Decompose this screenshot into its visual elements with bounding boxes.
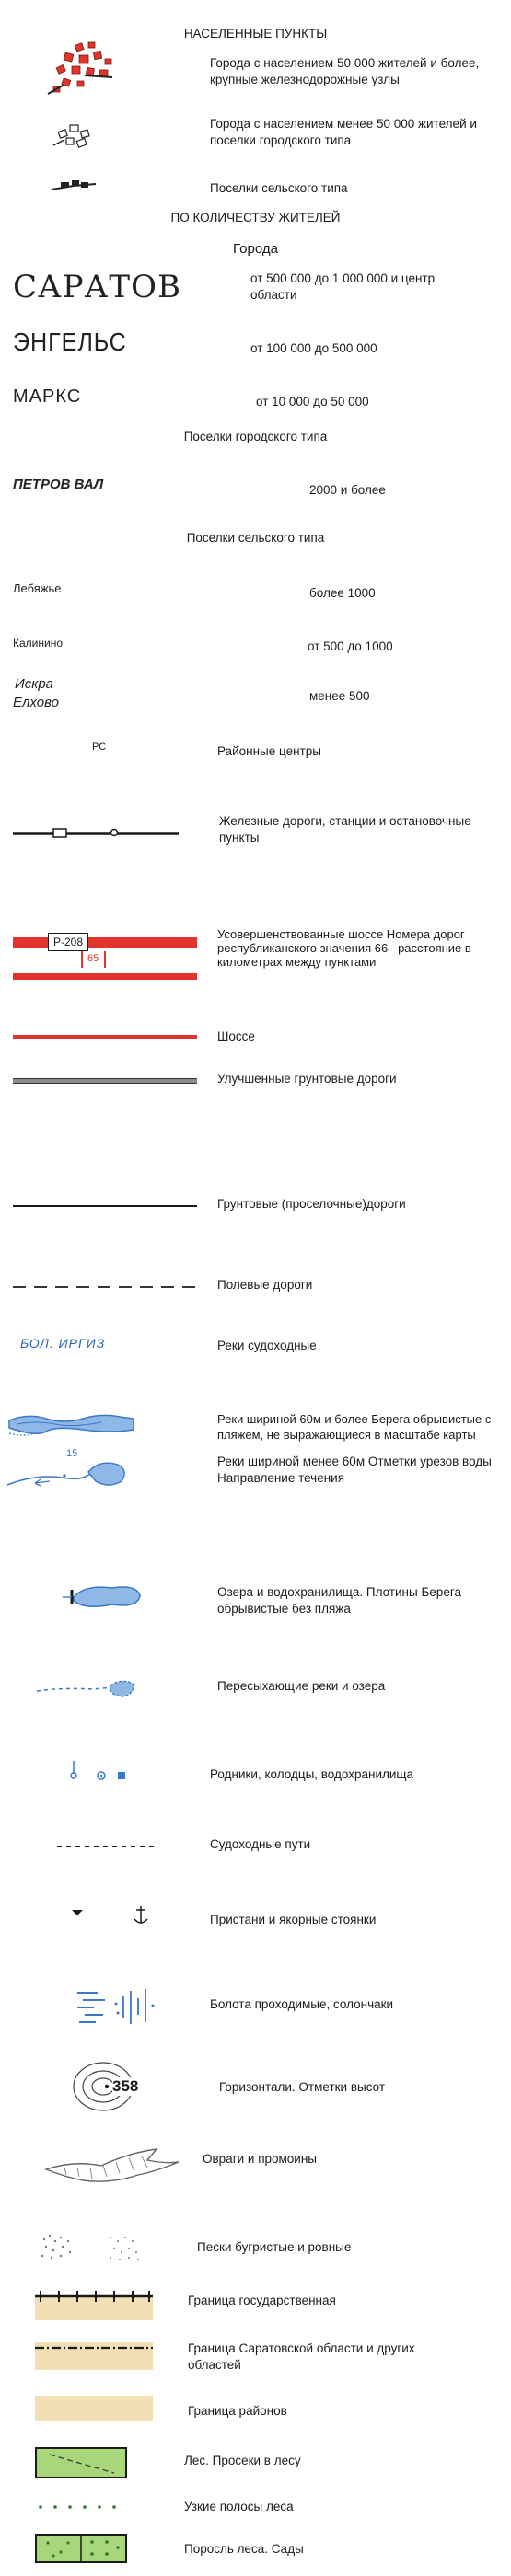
state-border-label: Граница государственная [188,2294,336,2307]
swamps-label: Болота проходимые, солончаки [210,1997,394,2011]
wide-rivers-label: Реки шириной 60м и более Берега обрывистые с пляжем, не выражающиеся в масштабе карты [217,1412,492,1442]
pier-anchor-icon [70,1903,162,1930]
section-title: НАСЕЛЕННЫЕ ПУНКТЫ [183,27,328,40]
railways-label: Железные дороги, станции и остановочные пункты [219,814,471,845]
improved-dirt-road-icon [13,1078,197,1084]
engels-sample: ЭНГЕЛЬС [13,328,127,356]
district-border-fill-icon [35,2396,153,2421]
forest-label: Лес. Просеки в лесу [184,2454,301,2467]
shrubs-gardens-icon [35,2534,127,2563]
lakes-label: Озера и водохранилища. Плотины Берега обрывистые без пляжа [217,1585,461,1616]
towns-heading: Поселки городского типа [183,430,328,443]
swamp-saltmarsh-icon [77,1987,169,2028]
km-distance: 65 [87,953,99,964]
river-name-sample: БОЛ. ИРГИЗ [20,1336,106,1351]
road-number-badge: Р-208 [48,933,88,951]
dirt-road-icon [13,1205,197,1207]
springs-icon [66,1757,140,1785]
railway-icon [13,824,179,843]
field-roads-label: Полевые дороги [217,1278,313,1292]
shipping-route-icon [57,1844,158,1849]
district-center-symbol: РС [92,742,107,753]
highway-icon [13,1035,197,1039]
improved-highways-label: Усовершенствованные шоссе Номера дорог республиканского значения 66– расстояние в километрах между пунктами [217,927,471,969]
elkhovo-sample: Елхово [13,695,59,710]
ravine-icon [46,2144,184,2190]
lake-icon [57,1579,149,1616]
big-cities-label: Города с населением 50 000 жителей и более, крупные железнодорожные узлы [210,56,480,86]
small-city-block-icon [53,118,109,155]
rural-label: Поселки сельского типа [210,181,348,195]
field-road-icon [13,1284,197,1290]
marks-desc: от 10 000 до 50 000 [256,395,369,408]
cities-heading: Города [233,241,278,257]
drying-rivers-label: Пересыхающие реки и озера [217,1679,386,1693]
improved-dirt-roads-label: Улучшенные грунтовые дороги [217,1072,397,1086]
rural-heading: Поселки сельского типа [186,531,325,545]
kalinino-sample: Калинино [13,637,63,650]
piers-label: Пристани и якорные стоянки [210,1913,377,1926]
wide-river-icon [9,1408,138,1441]
narrow-rivers-label: Реки шириной менее 60м Отметки урезов воды Направление течения [217,1455,492,1485]
lebyazhye-desc: более 1000 [309,586,376,600]
forest-icon [35,2447,127,2478]
iskra-desc: менее 500 [309,689,370,703]
dirt-roads-label: Грунтовые (проселочные)дороги [217,1197,406,1211]
oblast-border-label: Граница Саратовской области и других областей [188,2341,415,2372]
small-cities-label: Города с населением менее 50 000 жителей и поселки городского типа [210,117,477,147]
rural-settlement-icon [48,173,103,201]
big-city-block-icon [48,39,131,103]
forest-strips-label: Узкие полосы леса [184,2500,294,2513]
saratov-sample: САРАТОВ [13,269,181,305]
forest-strip-icon [35,2504,127,2510]
ravines-label: Овраги и промоины [203,2152,318,2166]
improved-highway-bottom-icon [13,973,197,980]
sands-icon [37,2230,157,2267]
petrov-val-sample: ПЕТРОВ ВАЛ [13,477,104,492]
engels-desc: от 100 000 до 500 000 [250,341,377,355]
oblast-border-icon [35,2344,153,2352]
shipping-routes-label: Судоходные пути [210,1837,311,1851]
contours-label: Горизонтали. Отметки высот [219,2080,386,2094]
narrow-river-icon [7,1457,136,1494]
state-border-icon [35,2291,153,2304]
springs-label: Родники, колодцы, водохранилища [210,1767,414,1781]
marks-sample: МАРКС [13,386,82,407]
drying-river-icon [37,1674,138,1702]
saratov-desc: от 500 000 до 1 000 000 и центр области [250,271,436,302]
height-mark: 358 [112,2077,139,2095]
water-level-mark: 15 [66,1448,78,1459]
kalinino-desc: от 500 до 1000 [308,639,393,653]
petrov-val-desc: 2000 и более [309,483,386,497]
lebyazhye-sample: Лебяжье [13,581,62,595]
highways-label: Шоссе [217,1029,255,1043]
navigable-rivers-label: Реки судоходные [217,1339,317,1352]
iskra-sample: Искра [15,676,53,692]
district-centers-label: Районные центры [217,744,321,758]
shrubs-label: Поросль леса. Сады [184,2542,304,2556]
by-population-title: ПО КОЛИЧЕСТВУ ЖИТЕЛЕЙ [170,211,341,224]
sands-label: Пески бугристые и ровные [197,2240,352,2254]
improved-highway-top-icon [13,937,197,948]
district-border-label: Граница районов [188,2404,287,2418]
